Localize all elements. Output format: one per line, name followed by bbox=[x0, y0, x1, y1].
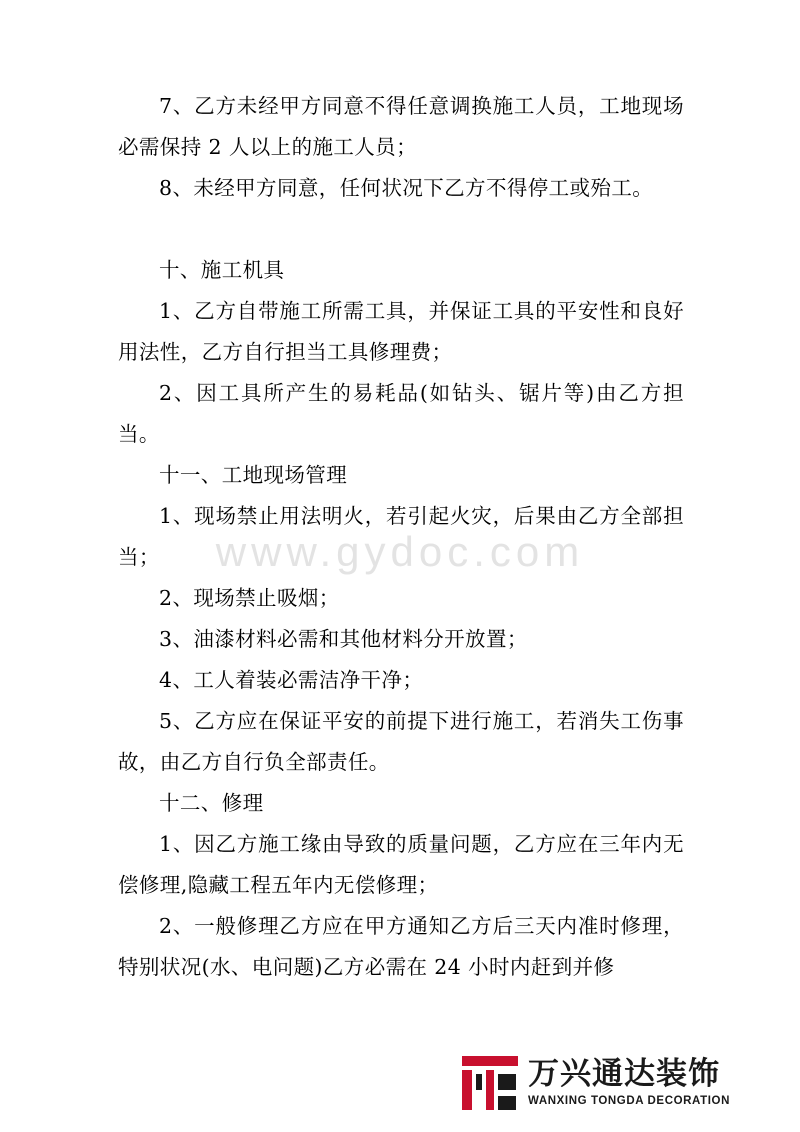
logo-chinese-name: 万兴通达装饰 bbox=[528, 1056, 720, 1091]
paragraph-s11-item-4: 4、工人着装必需洁净干净； bbox=[159, 668, 424, 692]
heading-section-11: 十一、工地现场管理 bbox=[159, 463, 348, 487]
paragraph-s11-item-5: 5、乙方应在保证平安的前提下进行施工，若消失工伤事故，由乙方自行负全部责任。 bbox=[118, 709, 684, 774]
logo-mark-icon bbox=[462, 1056, 518, 1110]
paragraph-s11-item-1: 1、现场禁止用法明火，若引起火灾，后果由乙方全部担当； bbox=[118, 504, 684, 569]
paragraph-s11-item-2: 2、现场禁止吸烟； bbox=[159, 586, 340, 610]
paragraph-s10-item-2: 2、因工具所产生的易耗品(如钻头、锯片等)由乙方担当。 bbox=[118, 381, 684, 446]
section-spacer bbox=[118, 209, 684, 250]
heading-section-12: 十二、修理 bbox=[159, 791, 264, 815]
document-body bbox=[118, 86, 684, 988]
paragraph-s12-item-1: 1、因乙方施工缘由导致的质量问题，乙方应在三年内无偿修理,隐藏工程五年内无偿修理； bbox=[118, 832, 684, 897]
paragraph-s11-item-3: 3、油漆材料必需和其他材料分开放置； bbox=[159, 627, 528, 651]
watermark: www.gydoc.com bbox=[215, 528, 585, 575]
logo-english-name: WANXING TONGDA DECORATION bbox=[528, 1095, 730, 1107]
paragraph-item-7: 7、乙方未经甲方同意不得任意调换施工人员，工地现场必需保持 2 人以上的施工人员； bbox=[118, 94, 684, 159]
heading-section-10: 十、施工机具 bbox=[159, 258, 285, 282]
paragraph-s12-item-2: 2、一般修理乙方应在甲方通知乙方后三天内准时修理，特别状况(水、电问题)乙方必需在 24 小时内赶到并修 bbox=[118, 914, 684, 979]
paragraph-s10-item-1: 1、乙方自带施工所需工具，并保证工具的平安性和良好用法性，乙方自行担当工具修理费； bbox=[118, 299, 684, 364]
logo-text bbox=[528, 1057, 730, 1109]
paragraph-item-8: 8、未经甲方同意，任何状况下乙方不得停工或殆工。 bbox=[159, 176, 654, 200]
company-logo bbox=[462, 1052, 762, 1114]
